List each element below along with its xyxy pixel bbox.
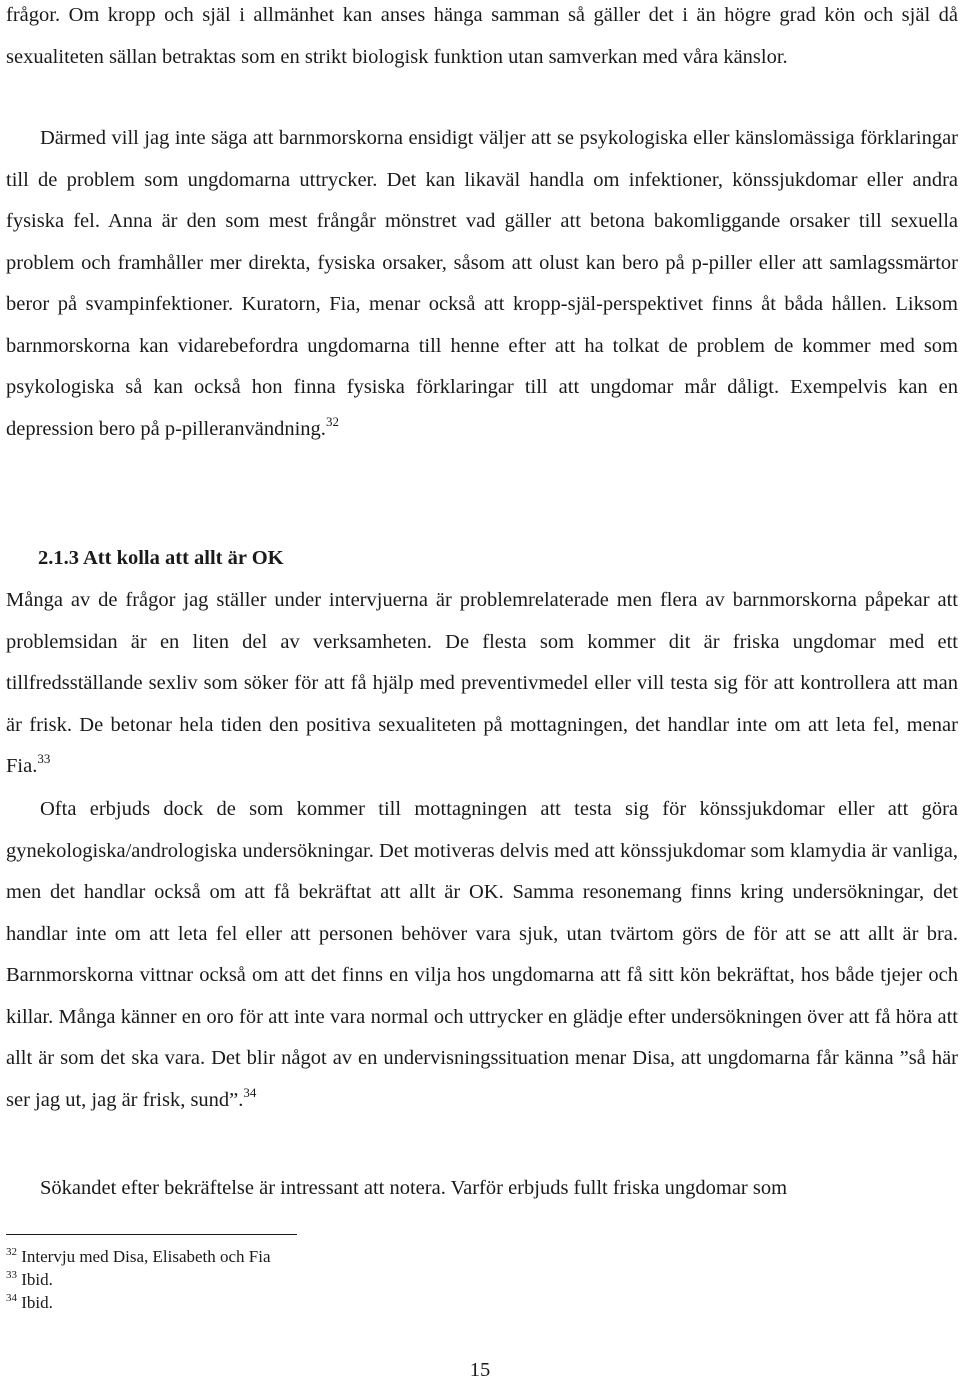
footnote: $^{33}$ Ibid.	[6, 1269, 53, 1289]
footnote: $^{34}$ Ibid.	[6, 1292, 53, 1312]
section-heading: 2.1.3 Att kolla att allt är OK	[38, 547, 284, 569]
paragraph-explanations: Därmed vill jag inte säga att barnmorskorna ensidigt väljer att se psykologiska eller känslomässiga förklaringar till de problem som ungdomarna uttrycker. Det kan likaväl handla om infektioner, könssjukdomar eller andra fysiska fel. Anna är den som mest frångår mönstret vad gäller att betona bakomliggande orsaker till sexuella problem och framhåller mer direkta, fysiska orsaker, såsom att olust kan bero på p-piller eller att samlagssmärtor beror på svampinfektioner. Kuratorn, Fia, menar också att kropp-själ-perspektivet finns åt båda hållen. Liksom barnmorskorna kan vidarebefordra ungdomarna till henne efter att ha tolkat de problem de kommer med som psykologiska så kan också hon finna fysiska förklaringar till att ungdomar mår dåligt. Exempelvis kan en depression bero på p-pilleranvändning.$^{32}$	[6, 127, 958, 440]
paragraph-confirmation: Sökandet efter bekräftelse är intressant att notera. Varför erbjuds fullt friska ungdomar som	[40, 1177, 788, 1199]
paragraph-testing: Ofta erbjuds dock de som kommer till mottagningen att testa sig för könssjukdomar eller att göra gynekologiska/andrologiska undersökningar. Det motiveras delvis med att könssjukdomar som klamydia är vanliga, men det handlar också om att få bekräftat att allt är OK. Samma resonemang finns kring undersökningar, det handlar inte om att leta fel eller att personen behöver vara sjuk, utan tvärtom görs de för att se att allt är bra. Barnmorskorna vittnar också om att det finns en vilja hos ungdomarna att få sitt kön bekräftat, hos både tjejer och killar. Många känner en oro för att inte vara normal och uttrycker en glädje efter undersökningen över att få höra att allt är som det ska vara. Det blir något av en undervisningssituation menar Disa, att ungdomarna får känna ”så här ser jag ut, jag är frisk, sund”.$^{34}$	[6, 798, 958, 1111]
footnote-ref-32: 32	[325, 413, 339, 429]
footnote-ref-34: 34	[243, 1084, 257, 1100]
paragraph-problem-questions: Många av de frågor jag ställer under intervjuerna är problemrelaterade men flera av barnmorskorna påpekar att problemsidan är en liten del av verksamheten. De flesta som kommer dit är friska ungdomar med ett tillfredsställande sexliv som söker för att få hjälp med preventivmedel eller vill testa sig för att kontrollera att man är frisk. De betonar hela tiden den positiva sexualiteten på mottagningen, det handlar inte om att leta fel, menar Fia.$^{33}$	[6, 589, 958, 777]
footnote-ref-33: 33	[37, 751, 51, 766]
page-number: 15	[469, 1359, 491, 1381]
paragraph-continuation: frågor. Om kropp och själ i allmänhet kan anses hänga samman så gäller det i än högre grad kön och själ då sexualiteten sällan betraktas som en strikt biologisk funktion utan samverkan med våra känslor.	[6, 4, 958, 68]
footnote-separator	[6, 1234, 297, 1235]
footnotes	[6, 1245, 606, 1314]
footnote: $^{32}$ Intervju med Disa, Elisabeth och Fia	[6, 1246, 271, 1266]
